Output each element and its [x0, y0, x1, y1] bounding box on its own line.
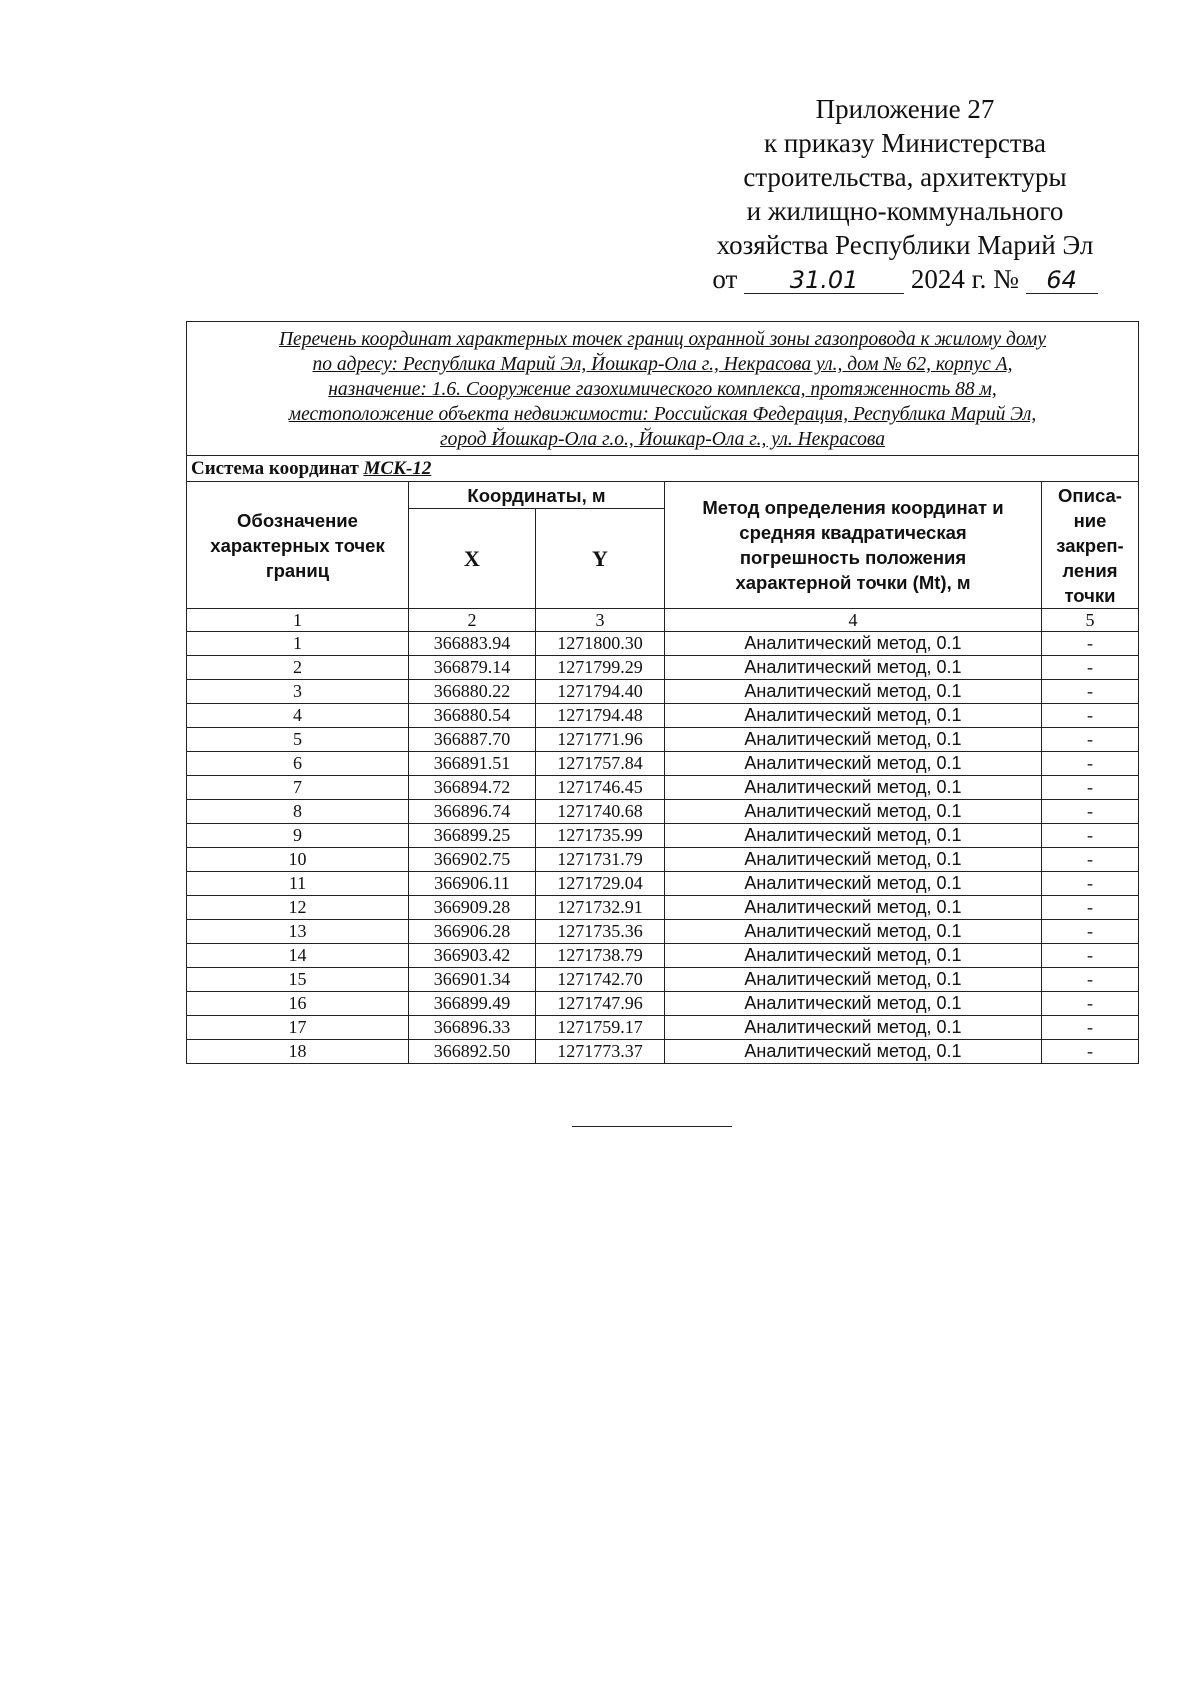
cell-method: Аналитический метод, 0.1 — [665, 968, 1042, 992]
cell-x: 366896.33 — [409, 1016, 536, 1040]
cell-y: 1271757.84 — [536, 752, 665, 776]
cell-description: - — [1042, 776, 1139, 800]
header-x: X — [409, 509, 536, 609]
coordinate-system-label: Система координат — [191, 457, 359, 479]
cell-point: 8 — [187, 800, 409, 824]
cell-method: Аналитический метод, 0.1 — [665, 800, 1042, 824]
column-number: 1 — [187, 609, 409, 632]
column-number: 5 — [1042, 609, 1139, 632]
cell-point: 10 — [187, 848, 409, 872]
cell-y: 1271746.45 — [536, 776, 665, 800]
cell-x: 366891.51 — [409, 752, 536, 776]
table-row — [187, 752, 1139, 776]
cell-y: 1271800.30 — [536, 632, 665, 656]
cell-y: 1271735.99 — [536, 824, 665, 848]
table-row — [187, 656, 1139, 680]
coordinates-table — [186, 321, 1139, 1064]
cell-y: 1271732.91 — [536, 896, 665, 920]
cell-point: 14 — [187, 944, 409, 968]
table-row — [187, 800, 1139, 824]
header-method: Метод определения координат и средняя квадратическая погрешность положения характерной точки (Mt), м — [665, 482, 1042, 609]
cell-description: - — [1042, 728, 1139, 752]
cell-point: 5 — [187, 728, 409, 752]
cell-x: 366899.49 — [409, 992, 536, 1016]
cell-description: - — [1042, 848, 1139, 872]
cell-x: 366899.25 — [409, 824, 536, 848]
cell-point: 4 — [187, 704, 409, 728]
table-title-line: назначение: 1.6. Сооружение газохимического комплекса, протяженность 88 м, — [328, 379, 997, 400]
table-title — [187, 322, 1139, 456]
table-row — [187, 632, 1139, 656]
cell-description: - — [1042, 704, 1139, 728]
cell-point: 7 — [187, 776, 409, 800]
cell-method: Аналитический метод, 0.1 — [665, 680, 1042, 704]
appendix-line: строительства, архитектуры — [743, 162, 1067, 192]
column-number: 4 — [665, 609, 1042, 632]
cell-x: 366880.54 — [409, 704, 536, 728]
cell-point: 11 — [187, 872, 409, 896]
cell-description: - — [1042, 1040, 1139, 1064]
appendix-date-line — [690, 262, 1120, 296]
table-row — [187, 872, 1139, 896]
cell-x: 366901.34 — [409, 968, 536, 992]
cell-point: 1 — [187, 632, 409, 656]
cell-y: 1271794.40 — [536, 680, 665, 704]
cell-point: 18 — [187, 1040, 409, 1064]
cell-y: 1271731.79 — [536, 848, 665, 872]
table-title-line: местоположение объекта недвижимости: Российская Федерация, Республика Марий Эл, — [288, 404, 1037, 425]
cell-x: 366883.94 — [409, 632, 536, 656]
cell-x: 366879.14 — [409, 656, 536, 680]
cell-method: Аналитический метод, 0.1 — [665, 728, 1042, 752]
cell-y: 1271799.29 — [536, 656, 665, 680]
cell-point: 15 — [187, 968, 409, 992]
cell-y: 1271729.04 — [536, 872, 665, 896]
cell-description: - — [1042, 800, 1139, 824]
cell-method: Аналитический метод, 0.1 — [665, 872, 1042, 896]
cell-x: 366892.50 — [409, 1040, 536, 1064]
table-row — [187, 944, 1139, 968]
column-numbers-row — [187, 609, 1139, 632]
cell-description: - — [1042, 632, 1139, 656]
table-row — [187, 680, 1139, 704]
cell-point: 3 — [187, 680, 409, 704]
coordinate-system-value: МСК-12 — [363, 457, 432, 479]
handwritten-date: 31.01 — [744, 267, 904, 294]
cell-x: 366880.22 — [409, 680, 536, 704]
cell-y: 1271742.70 — [536, 968, 665, 992]
cell-description: - — [1042, 944, 1139, 968]
table-row — [187, 776, 1139, 800]
cell-method: Аналитический метод, 0.1 — [665, 896, 1042, 920]
appendix-line: хозяйства Республики Марий Эл — [716, 230, 1094, 260]
cell-method: Аналитический метод, 0.1 — [665, 656, 1042, 680]
table-title-line: город Йошкар-Ола г.о., Йошкар-Ола г., ул. Некрасова — [440, 429, 885, 450]
cell-method: Аналитический метод, 0.1 — [665, 776, 1042, 800]
header-point: Обозначение характерных точек границ — [187, 482, 409, 609]
table-row — [187, 896, 1139, 920]
cell-y: 1271771.96 — [536, 728, 665, 752]
table-row — [187, 704, 1139, 728]
year-text: 2024 г. № — [910, 264, 1019, 294]
cell-method: Аналитический метод, 0.1 — [665, 752, 1042, 776]
header-coordinates: Координаты, м — [409, 482, 665, 509]
coordinate-system — [187, 456, 1139, 482]
cell-point: 17 — [187, 1016, 409, 1040]
column-number: 3 — [536, 609, 665, 632]
cell-method: Аналитический метод, 0.1 — [665, 632, 1042, 656]
table-title-line: Перечень координат характерных точек границ охранной зоны газопровода к жилому дому — [278, 329, 1047, 350]
cell-x: 366896.74 — [409, 800, 536, 824]
cell-y: 1271747.96 — [536, 992, 665, 1016]
cell-description: - — [1042, 1016, 1139, 1040]
end-divider — [572, 1126, 732, 1127]
cell-method: Аналитический метод, 0.1 — [665, 1016, 1042, 1040]
table-row — [187, 848, 1139, 872]
cell-x: 366894.72 — [409, 776, 536, 800]
cell-y: 1271773.37 — [536, 1040, 665, 1064]
table-title-line: по адресу: Республика Марий Эл, Йошкар-Ола г., Некрасова ул., дом № 62, корпус А, — [312, 354, 1013, 375]
cell-description: - — [1042, 752, 1139, 776]
table-row — [187, 992, 1139, 1016]
table-row — [187, 1040, 1139, 1064]
cell-description: - — [1042, 968, 1139, 992]
handwritten-order-number: 64 — [1026, 267, 1098, 294]
table-row — [187, 1016, 1139, 1040]
cell-x: 366909.28 — [409, 896, 536, 920]
appendix-line: Приложение 27 — [815, 94, 995, 124]
header-y: Y — [536, 509, 665, 609]
appendix-header — [690, 92, 1120, 296]
table-row — [187, 824, 1139, 848]
cell-y: 1271794.48 — [536, 704, 665, 728]
cell-method: Аналитический метод, 0.1 — [665, 920, 1042, 944]
cell-description: - — [1042, 992, 1139, 1016]
cell-x: 366906.28 — [409, 920, 536, 944]
cell-method: Аналитический метод, 0.1 — [665, 992, 1042, 1016]
cell-description: - — [1042, 872, 1139, 896]
cell-y: 1271759.17 — [536, 1016, 665, 1040]
cell-y: 1271738.79 — [536, 944, 665, 968]
cell-method: Аналитический метод, 0.1 — [665, 1040, 1042, 1064]
cell-description: - — [1042, 896, 1139, 920]
cell-point: 12 — [187, 896, 409, 920]
date-prefix: от — [712, 264, 738, 294]
cell-method: Аналитический метод, 0.1 — [665, 848, 1042, 872]
cell-point: 16 — [187, 992, 409, 1016]
cell-method: Аналитический метод, 0.1 — [665, 704, 1042, 728]
column-number: 2 — [409, 609, 536, 632]
appendix-line: и жилищно-коммунального — [746, 196, 1064, 226]
cell-description: - — [1042, 920, 1139, 944]
cell-method: Аналитический метод, 0.1 — [665, 824, 1042, 848]
appendix-line: к приказу Министерства — [763, 128, 1047, 158]
cell-description: - — [1042, 680, 1139, 704]
cell-point: 6 — [187, 752, 409, 776]
cell-point: 9 — [187, 824, 409, 848]
cell-description: - — [1042, 824, 1139, 848]
cell-method: Аналитический метод, 0.1 — [665, 944, 1042, 968]
cell-point: 13 — [187, 920, 409, 944]
cell-x: 366903.42 — [409, 944, 536, 968]
cell-point: 2 — [187, 656, 409, 680]
cell-description: - — [1042, 656, 1139, 680]
cell-y: 1271735.36 — [536, 920, 665, 944]
cell-x: 366906.11 — [409, 872, 536, 896]
cell-x: 366887.70 — [409, 728, 536, 752]
table-row — [187, 728, 1139, 752]
cell-x: 366902.75 — [409, 848, 536, 872]
table-row — [187, 968, 1139, 992]
cell-y: 1271740.68 — [536, 800, 665, 824]
header-description: Описа-ние закреп-ления точки — [1042, 482, 1139, 609]
table-row — [187, 920, 1139, 944]
